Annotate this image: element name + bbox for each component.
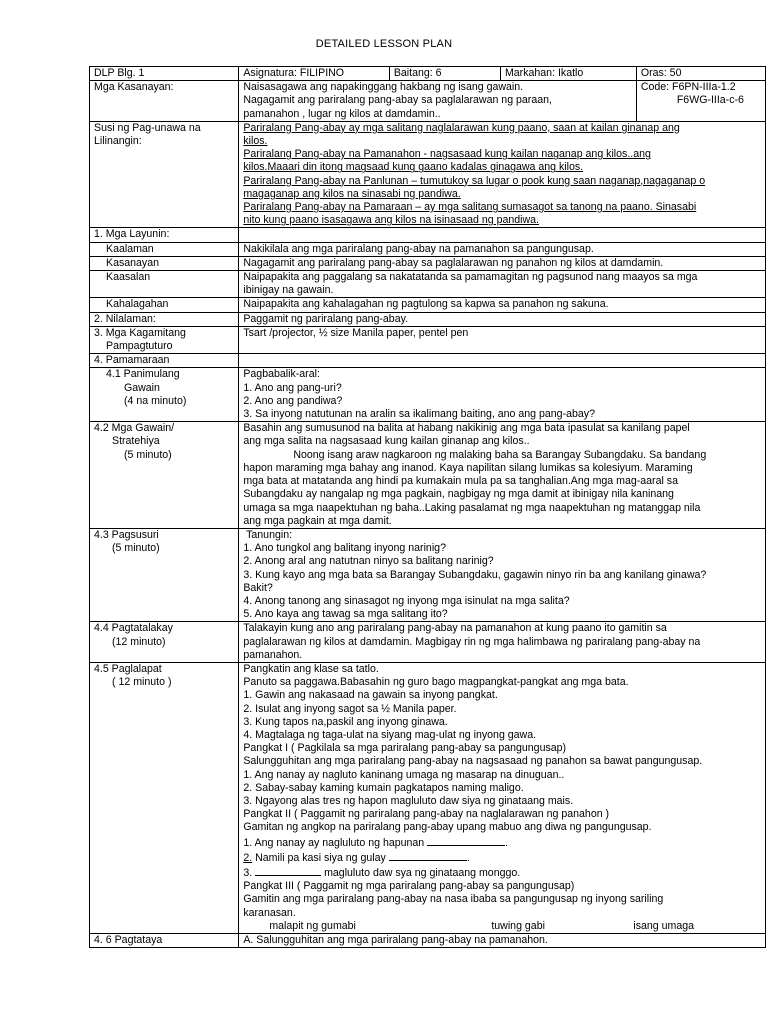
row-susi [90,121,766,228]
row-kagamitan [90,326,766,353]
markahan: Markahan: Ikatlo [500,67,636,81]
layunin-empty [239,228,766,242]
row-kasanayan [90,81,766,122]
susi-content: Pariralang Pang-abay ay mga salitang naglalarawan kung paano, saan at kailan ginanap ang kilos. Pariralang Pang-abay na Pamanahon - nagsasaad kung kailan naganap ang kilos..ang kilos.Maaari din itong magsaad kung gaano kadalas ginagawa ang kilos. Pariralang Pang-abay na Panlunan – tumutukoy sa lugar o pook kung saan naganap,nagaganap o magaganap ang kilos na sinasabi ng pandiwa. Pariralang Pang-abay na Pamaraan – ay mga salitang sumasagot sa tanong na paano. Sinasabi nito kung paano isasagawa ang kilos na isinasaad ng pandiwa. [239,121,766,228]
panimulang-content: Pagbabalik-aral: 1. Ano ang pang-uri? 2. Ano ang pandiwa? 3. Sa inyong natutunan na aralin sa ikalimang baiting, ano ang pang-abay? [239,368,766,422]
row-kasanayan-layunin [90,256,766,270]
nilalaman-content: Paggamit ng pariralang pang-abay. [239,312,766,326]
paglalapat-content: Pangkatin ang klase sa tatlo. Panuto sa paggawa.Babasahin ng guro bago magpangkat-pangkat ang mga bata. 1. Gawin ang nakasaad na gawain sa inyong pangkat. 2. Isulat ang inyong sagot sa ½ Manila paper. 3. Kung tapos na,paskil ang inyong ginawa. 4. Magtalaga ng taga-ulat na siyang mag-ulat ng inyong gawa. Pangkat I ( Pagkilala sa mga pariralang pang-abay sa pangungusap) Salungguhitan ang mga pariralang pang-abay na nagsasaad ng panahon sa bawat pangungusap. 1. Ang nanay ay nagluto kaninang umaga ng masarap na dinuguan.. 2. Sabay-sabay kaming kumain pagkatapos naming maligo. 3. Ngayong alas tres ng hapon magluluto daw siya ng ginataang mais. Pangkat II ( Paggamit ng pariralang pang-abay na naglalarawan ng panahon ) Gamitan ng angkop na pariralang pang-abay upang mabuo ang diwa ng pangungusap. 1. Ang nanay ay nagluluto ng hapunan . 2. Namili pa kasi siya ng gulay . 3. magluluto daw sya ng ginataang monggo. Pangkat III ( Paggamit ng mga pariralang pang-abay sa pangungusap) Gamitin ang mga pariralang pang-abay na nasa ibaba sa pangungusap ng inyong sariling karanasan. malapit ng gumabi tuwing gabi isang umaga [239,662,766,933]
page-title: DETAILED LESSON PLAN [315,38,453,50]
header-row [90,67,766,81]
answer-blank-2 [389,850,467,861]
kasanayan-code: Code: F6PN-IIIa-1.2 F6WG-IIIa-c-6 [636,81,765,122]
pamamaraan-label: 4. Pamamaraan [90,354,239,368]
kasanayan-content: Naisasagawa ang napakinggang hakbang ng isang gawain. Nagagamit ang pariralang pang-abay sa paglalarawan ng paraan, pamanahon , lugar ng kilos at damdamin.. [239,81,636,122]
row-pagtatalakay [90,622,766,663]
pamamaraan-empty [239,354,766,368]
pagtataya-label: 4. 6 Pagtataya [90,934,239,948]
row-kaasalan [90,271,766,298]
kahalagahan-content: Naipapakita ang kahalagahan ng pagtulong sa kapwa sa panahon ng sakuna. [239,298,766,312]
nilalaman-label: 2. Nilalaman: [90,312,239,326]
row-pamamaraan [90,354,766,368]
lesson-plan-table [89,66,766,948]
asignatura: Asignatura: FILIPINO [239,67,389,81]
row-panimulang [90,368,766,422]
baitang: Baitang: 6 [389,67,500,81]
row-paglalapat [90,662,766,933]
oras: Oras: 50 [636,67,765,81]
dlp-number: DLP Blg. 1 [90,67,239,81]
layunin-label: 1. Mga Layunin: [90,228,239,242]
panimulang-label: 4.1 Panimulang Gawain (4 na minuto) [90,368,239,422]
kaasalan-label: Kaasalan [90,271,239,298]
kasanayan-label: Mga Kasanayan: [90,81,239,122]
pagsusuri-content: Tanungin: 1. Ano tungkol ang balitang inyong narinig? 2. Anong aral ang natutnan ninyo sa balitang narinig? 3. Kung kayo ang mga bata sa Barangay Subangdaku, gagawin ninyo rin ba ang kanilang ginawa? Bakit? 4. Anong tanong ang sinasagot ng inyong mga isinulat na mga salita? 5. Ano kaya ang tawag sa mga salitang ito? [239,528,766,621]
answer-blank-3 [255,865,321,876]
phrase-choice: tuwing gabi [491,919,545,932]
row-kaalaman [90,242,766,256]
row-layunin [90,228,766,242]
kagamitan-content: Tsart /projector, ½ size Manila paper, pentel pen [239,326,766,353]
pagtatalakay-label: 4.4 Pagtatalakay (12 minuto) [90,622,239,663]
kagamitan-label: 3. Mga Kagamitang Pampagtuturo [90,326,239,353]
blank-item-3: 3. magluluto daw sya ng ginataang monggo. [243,866,521,879]
gawain-content: Basahin ang sumusunod na balita at habang nakikinig ang mga bata ipasulat sa kanilang papel ang mga salita na nagsasaad kung kailan ginanap ang kilos.. Noong isang araw nagkaroon ng malaking baha sa Barangay Subangdaku. Sa bandang hapon maraming mga bahay ang inanod. Kaya napilitan silang lumikas sa kolesiyum. Maraming mga bata at matatanda ang hindi pa kumakain mula pa sa tanghalian.Ang mga mag-aaral sa Subangdaku ay nangalap ng mga pagkain, nagbigay ng mga damit at ibinigay nila kaninang umaga sa mga naapektuhan ng baha..Laking pasalamat ng mga naapektuhan ng matanggap nila ang mga pagkain at mga damit. [239,422,766,529]
kasanayan-layunin-content: Nagagamit ang pariralang pang-abay sa paglalarawan ng panahon ng kilos at damdamin. [239,256,766,270]
blank-item-2: 2. Namili pa kasi siya ng gulay . [243,851,470,864]
pagtatalakay-content: Talakayin kung ano ang pariralang pang-abay na pamanahon at kung paano ito gamitin sa paglalarawan ng kilos at damdamin. Magbigay rin ng mga halimbawa ng pariralang pang-abay na pamanahon. [239,622,766,663]
kaalaman-label: Kaalaman [90,242,239,256]
row-nilalaman [90,312,766,326]
kaalaman-content: Nakikilala ang mga pariralang pang-abay na pamanahon sa pangungusap. [239,242,766,256]
gawain-label: 4.2 Mga Gawain/ Stratehiya (5 minuto) [90,422,239,529]
answer-blank-1 [427,835,505,846]
kahalagahan-label: Kahalagahan [90,298,239,312]
kasanayan-layunin-label: Kasanayan [90,256,239,270]
row-gawain [90,422,766,529]
paglalapat-label: 4.5 Paglalapat ( 12 minuto ) [90,662,239,933]
susi-label: Susi ng Pag-unawa na Lilinangin: [90,121,239,228]
row-pagtataya [90,934,766,948]
pagsusuri-label: 4.3 Pagsusuri (5 minuto) [90,528,239,621]
phrase-choices [243,920,763,933]
pagtataya-content: A. Salungguhitan ang mga pariralang pang-abay na pamanahon. [239,934,766,948]
row-pagsusuri [90,528,766,621]
kaasalan-content: Naipapakita ang paggalang sa nakatatanda sa pamamagitan ng pagsunod nang maayos sa mga ibinigay na gawain. [239,271,766,298]
phrase-choice: isang umaga [633,919,695,932]
phrase-choice: malapit ng gumabi [269,919,356,932]
blank-item-1: 1. Ang nanay ay nagluluto ng hapunan . [243,836,509,849]
row-kahalagahan [90,298,766,312]
